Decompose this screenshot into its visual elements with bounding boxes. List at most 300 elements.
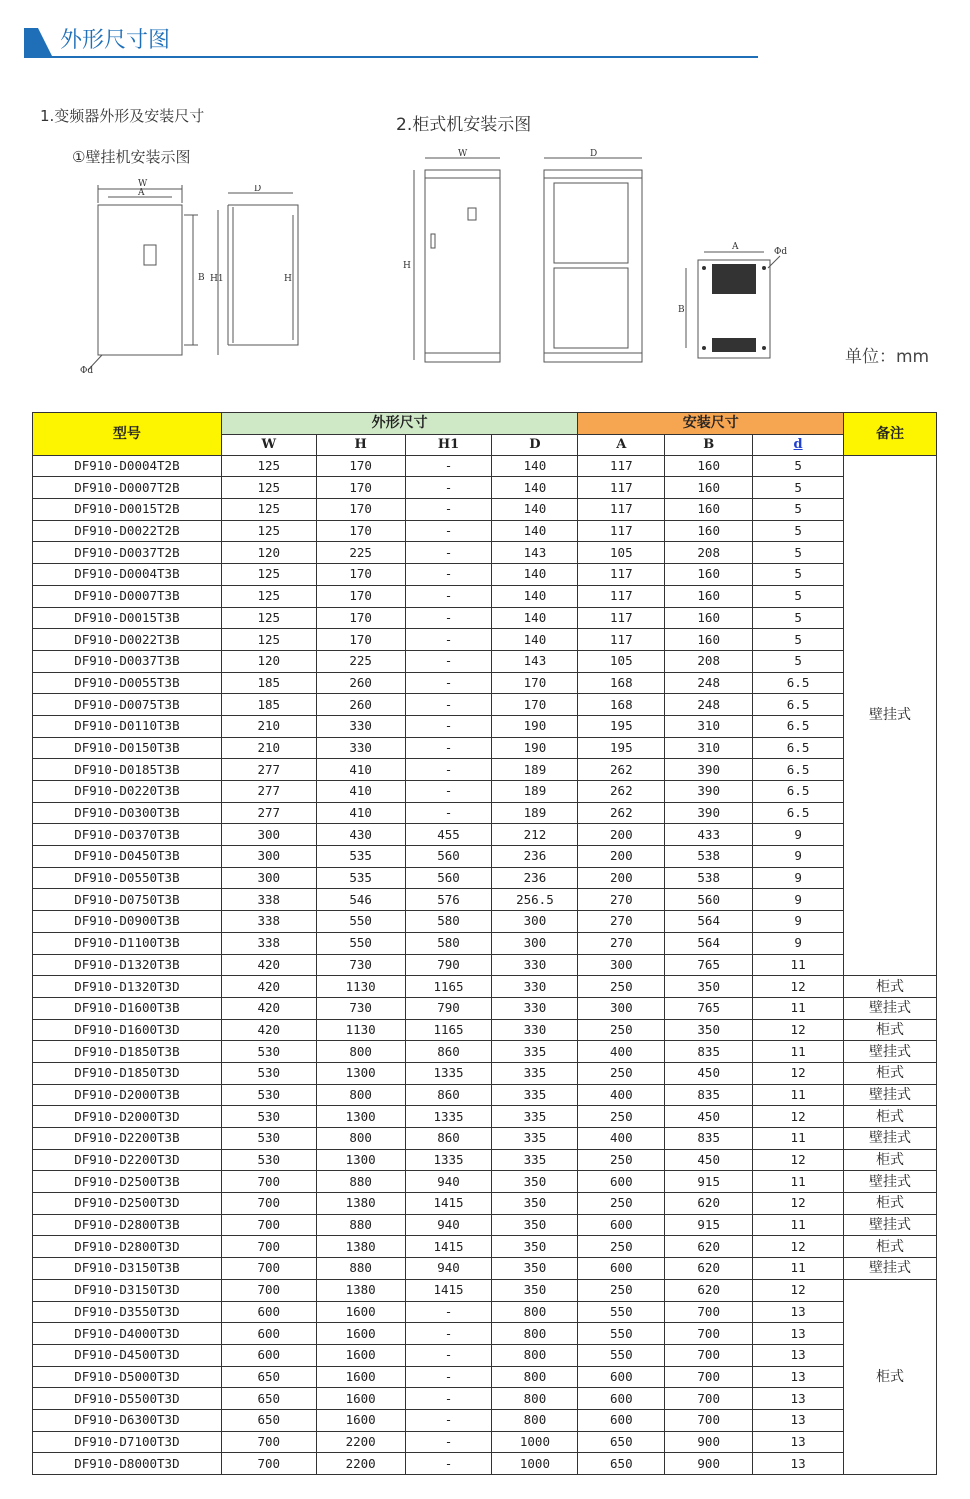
value-cell: 117 <box>578 477 665 499</box>
value-cell: 790 <box>405 997 492 1019</box>
value-cell: 800 <box>316 1128 405 1150</box>
value-cell: 12 <box>753 976 844 998</box>
value-cell: 1165 <box>405 976 492 998</box>
value-cell: 250 <box>578 1019 665 1041</box>
header-outer-dims: 外形尺寸 <box>221 413 578 435</box>
value-cell: 915 <box>665 1214 753 1236</box>
table-row <box>33 1453 937 1475</box>
header-col-H1: H1 <box>405 434 492 455</box>
label-base-phi-d: Φd <box>774 247 788 257</box>
header-col-d[interactable]: d <box>753 434 844 455</box>
value-cell: 450 <box>665 1149 753 1171</box>
value-cell: 600 <box>578 1366 665 1388</box>
value-cell: 117 <box>578 564 665 586</box>
header-col-D: D <box>492 434 578 455</box>
value-cell: - <box>405 455 492 477</box>
value-cell: 6.5 <box>753 781 844 803</box>
value-cell: 390 <box>665 781 753 803</box>
value-cell: 5 <box>753 455 844 477</box>
value-cell: 700 <box>221 1193 316 1215</box>
label-A: A <box>138 188 145 198</box>
value-cell: 550 <box>578 1301 665 1323</box>
dimension-table <box>32 412 937 1475</box>
value-cell: 13 <box>753 1323 844 1345</box>
table-row <box>33 1171 937 1193</box>
value-cell: 248 <box>665 694 753 716</box>
value-cell: 335 <box>492 1106 578 1128</box>
table-row <box>33 737 937 759</box>
table-row <box>33 1344 937 1366</box>
value-cell: 620 <box>665 1193 753 1215</box>
table-row <box>33 867 937 889</box>
value-cell: - <box>405 499 492 521</box>
value-cell: - <box>405 542 492 564</box>
value-cell: 250 <box>578 976 665 998</box>
value-cell: 200 <box>578 846 665 868</box>
value-cell: 350 <box>665 976 753 998</box>
value-cell: 330 <box>316 715 405 737</box>
remark-cell: 柜式 <box>844 1019 937 1041</box>
value-cell: 620 <box>665 1279 753 1301</box>
value-cell: 13 <box>753 1344 844 1366</box>
value-cell: 390 <box>665 802 753 824</box>
value-cell: 410 <box>316 759 405 781</box>
table-row <box>33 1236 937 1258</box>
value-cell: 9 <box>753 824 844 846</box>
model-cell: DF910-D0004T2B <box>33 455 222 477</box>
value-cell: 262 <box>578 781 665 803</box>
value-cell: 117 <box>578 455 665 477</box>
label-D: D <box>254 185 262 194</box>
value-cell: 170 <box>316 520 405 542</box>
value-cell: 1335 <box>405 1106 492 1128</box>
header-col-W: W <box>221 434 316 455</box>
cabinet-base-drawing <box>676 238 796 368</box>
value-cell: 12 <box>753 1279 844 1301</box>
value-cell: 300 <box>578 997 665 1019</box>
value-cell: 143 <box>492 542 578 564</box>
value-cell: 9 <box>753 846 844 868</box>
value-cell: 2200 <box>316 1431 405 1453</box>
value-cell: 330 <box>492 954 578 976</box>
value-cell: 140 <box>492 499 578 521</box>
value-cell: 350 <box>492 1193 578 1215</box>
model-cell: DF910-D2500T3B <box>33 1171 222 1193</box>
value-cell: 550 <box>316 911 405 933</box>
value-cell: 535 <box>316 846 405 868</box>
value-cell: 600 <box>578 1409 665 1431</box>
value-cell: 433 <box>665 824 753 846</box>
value-cell: 410 <box>316 802 405 824</box>
value-cell: 400 <box>578 1041 665 1063</box>
model-cell: DF910-D0015T3B <box>33 607 222 629</box>
value-cell: 117 <box>578 585 665 607</box>
value-cell: 700 <box>221 1258 316 1280</box>
value-cell: 338 <box>221 911 316 933</box>
value-cell: 300 <box>492 911 578 933</box>
value-cell: 650 <box>221 1409 316 1431</box>
model-cell: DF910-D0007T3B <box>33 585 222 607</box>
value-cell: 450 <box>665 1106 753 1128</box>
table-row <box>33 824 937 846</box>
label-B: B <box>198 273 205 283</box>
value-cell: 140 <box>492 564 578 586</box>
value-cell: 189 <box>492 759 578 781</box>
remark-cell: 壁挂式 <box>844 1084 937 1106</box>
model-cell: DF910-D2000T3B <box>33 1084 222 1106</box>
value-cell: 250 <box>578 1149 665 1171</box>
value-cell: 225 <box>316 650 405 672</box>
value-cell: 5 <box>753 650 844 672</box>
value-cell: 330 <box>492 976 578 998</box>
value-cell: 277 <box>221 802 316 824</box>
value-cell: 12 <box>753 1062 844 1084</box>
value-cell: 5 <box>753 520 844 542</box>
value-cell: 125 <box>221 564 316 586</box>
table-row <box>33 759 937 781</box>
value-cell: 120 <box>221 650 316 672</box>
value-cell: 125 <box>221 629 316 651</box>
value-cell: - <box>405 564 492 586</box>
value-cell: 350 <box>492 1214 578 1236</box>
value-cell: 140 <box>492 477 578 499</box>
value-cell: 1600 <box>316 1344 405 1366</box>
label-H: H <box>284 274 292 284</box>
value-cell: 105 <box>578 650 665 672</box>
value-cell: 350 <box>492 1258 578 1280</box>
value-cell: 5 <box>753 499 844 521</box>
table-row <box>33 455 937 477</box>
model-cell: DF910-D0022T3B <box>33 629 222 651</box>
value-cell: 6.5 <box>753 715 844 737</box>
value-cell: - <box>405 650 492 672</box>
value-cell: 262 <box>578 802 665 824</box>
value-cell: 13 <box>753 1409 844 1431</box>
value-cell: 170 <box>316 629 405 651</box>
remark-cell: 柜式 <box>844 1279 937 1474</box>
value-cell: 140 <box>492 629 578 651</box>
label-cab-D: D <box>590 149 598 159</box>
table-row <box>33 672 937 694</box>
model-cell: DF910-D0075T3B <box>33 694 222 716</box>
value-cell: 455 <box>405 824 492 846</box>
value-cell: 1380 <box>316 1279 405 1301</box>
table-row <box>33 1193 937 1215</box>
table-row <box>33 932 937 954</box>
model-cell: DF910-D3150T3B <box>33 1258 222 1280</box>
value-cell: 620 <box>665 1236 753 1258</box>
value-cell: 550 <box>578 1323 665 1345</box>
value-cell: 210 <box>221 715 316 737</box>
value-cell: - <box>405 607 492 629</box>
model-cell: DF910-D5500T3D <box>33 1388 222 1410</box>
value-cell: 338 <box>221 932 316 954</box>
value-cell: 700 <box>221 1214 316 1236</box>
value-cell: 300 <box>492 932 578 954</box>
value-cell: 900 <box>665 1431 753 1453</box>
value-cell: 12 <box>753 1019 844 1041</box>
unit-label: 单位：mm <box>845 347 930 367</box>
value-cell: 300 <box>221 867 316 889</box>
table-row <box>33 1409 937 1431</box>
value-cell: 700 <box>221 1236 316 1258</box>
model-cell: DF910-D2800T3B <box>33 1214 222 1236</box>
value-cell: 250 <box>578 1193 665 1215</box>
value-cell: 6.5 <box>753 802 844 824</box>
value-cell: 1415 <box>405 1193 492 1215</box>
value-cell: - <box>405 1323 492 1345</box>
title-marker-icon <box>24 28 52 56</box>
value-cell: 1600 <box>316 1301 405 1323</box>
value-cell: 560 <box>405 846 492 868</box>
model-cell: DF910-D0220T3B <box>33 781 222 803</box>
value-cell: 860 <box>405 1084 492 1106</box>
label-base-A: A <box>732 242 739 252</box>
value-cell: 208 <box>665 650 753 672</box>
value-cell: 270 <box>578 932 665 954</box>
value-cell: 160 <box>665 564 753 586</box>
value-cell: 277 <box>221 759 316 781</box>
value-cell: 600 <box>578 1388 665 1410</box>
table-row <box>33 1084 937 1106</box>
value-cell: 117 <box>578 607 665 629</box>
value-cell: 338 <box>221 889 316 911</box>
value-cell: 1415 <box>405 1236 492 1258</box>
value-cell: 170 <box>492 694 578 716</box>
value-cell: 5 <box>753 629 844 651</box>
value-cell: 160 <box>665 585 753 607</box>
header-model: 型号 <box>33 413 222 456</box>
value-cell: 700 <box>665 1344 753 1366</box>
value-cell: 880 <box>316 1171 405 1193</box>
value-cell: 13 <box>753 1301 844 1323</box>
value-cell: 940 <box>405 1258 492 1280</box>
table-row <box>33 1214 937 1236</box>
model-cell: DF910-D0004T3B <box>33 564 222 586</box>
value-cell: 11 <box>753 1214 844 1236</box>
value-cell: 160 <box>665 629 753 651</box>
value-cell: 5 <box>753 477 844 499</box>
model-cell: DF910-D3150T3D <box>33 1279 222 1301</box>
value-cell: 117 <box>578 499 665 521</box>
value-cell: 790 <box>405 954 492 976</box>
table-row <box>33 911 937 933</box>
value-cell: 350 <box>492 1171 578 1193</box>
model-cell: DF910-D1320T3B <box>33 954 222 976</box>
value-cell: 6.5 <box>753 759 844 781</box>
remark-cell: 壁挂式 <box>844 1171 937 1193</box>
value-cell: 390 <box>665 759 753 781</box>
value-cell: 800 <box>316 1084 405 1106</box>
value-cell: 576 <box>405 889 492 911</box>
model-cell: DF910-D2800T3D <box>33 1236 222 1258</box>
table-row <box>33 1149 937 1171</box>
value-cell: 270 <box>578 889 665 911</box>
label-cab-H: H <box>403 261 411 271</box>
model-cell: DF910-D0037T3B <box>33 650 222 672</box>
table-row <box>33 607 937 629</box>
value-cell: 420 <box>221 997 316 1019</box>
table-row <box>33 564 937 586</box>
model-cell: DF910-D1850T3B <box>33 1041 222 1063</box>
table-row <box>33 694 937 716</box>
value-cell: - <box>405 1409 492 1431</box>
value-cell: 860 <box>405 1128 492 1150</box>
value-cell: 160 <box>665 520 753 542</box>
wall-mount-side-drawing <box>208 185 308 365</box>
table-row <box>33 1258 937 1280</box>
value-cell: 700 <box>221 1431 316 1453</box>
remark-cell: 壁挂式 <box>844 1258 937 1280</box>
value-cell: - <box>405 1431 492 1453</box>
value-cell: 700 <box>221 1171 316 1193</box>
value-cell: 270 <box>578 911 665 933</box>
value-cell: 236 <box>492 867 578 889</box>
value-cell: 260 <box>316 694 405 716</box>
value-cell: 11 <box>753 1171 844 1193</box>
caption-section-1: 1.变频器外形及安装尺寸 <box>40 107 205 125</box>
value-cell: 170 <box>316 499 405 521</box>
table-row <box>33 499 937 521</box>
value-cell: 800 <box>492 1409 578 1431</box>
value-cell: 170 <box>316 455 405 477</box>
remark-cell: 柜式 <box>844 976 937 998</box>
value-cell: 530 <box>221 1062 316 1084</box>
value-cell: 940 <box>405 1214 492 1236</box>
value-cell: 170 <box>316 477 405 499</box>
value-cell: 9 <box>753 932 844 954</box>
header-remark: 备注 <box>844 413 937 456</box>
value-cell: 117 <box>578 520 665 542</box>
value-cell: 12 <box>753 1193 844 1215</box>
value-cell: 600 <box>578 1171 665 1193</box>
value-cell: 1600 <box>316 1366 405 1388</box>
wall-mount-front-drawing <box>78 175 210 375</box>
value-cell: 160 <box>665 607 753 629</box>
value-cell: 310 <box>665 737 753 759</box>
table-row <box>33 802 937 824</box>
value-cell: 5 <box>753 564 844 586</box>
value-cell: - <box>405 802 492 824</box>
header-col-A: A <box>578 434 665 455</box>
value-cell: 6.5 <box>753 694 844 716</box>
value-cell: 195 <box>578 715 665 737</box>
value-cell: 330 <box>316 737 405 759</box>
value-cell: 140 <box>492 585 578 607</box>
value-cell: 1300 <box>316 1106 405 1128</box>
value-cell: 335 <box>492 1041 578 1063</box>
value-cell: 300 <box>221 846 316 868</box>
value-cell: 1380 <box>316 1236 405 1258</box>
table-row <box>33 715 937 737</box>
value-cell: 6.5 <box>753 737 844 759</box>
value-cell: 900 <box>665 1453 753 1475</box>
value-cell: 2200 <box>316 1453 405 1475</box>
value-cell: 140 <box>492 607 578 629</box>
table-row <box>33 997 937 1019</box>
value-cell: 350 <box>665 1019 753 1041</box>
value-cell: 140 <box>492 520 578 542</box>
value-cell: 1000 <box>492 1453 578 1475</box>
value-cell: 125 <box>221 520 316 542</box>
value-cell: 248 <box>665 672 753 694</box>
value-cell: 1165 <box>405 1019 492 1041</box>
value-cell: - <box>405 737 492 759</box>
value-cell: 125 <box>221 477 316 499</box>
table-row <box>33 1106 937 1128</box>
cabinet-front-drawing <box>400 148 510 368</box>
value-cell: 300 <box>221 824 316 846</box>
value-cell: 800 <box>492 1388 578 1410</box>
model-cell: DF910-D2000T3D <box>33 1106 222 1128</box>
value-cell: 620 <box>665 1258 753 1280</box>
model-cell: DF910-D0450T3B <box>33 846 222 868</box>
remark-cell: 柜式 <box>844 1149 937 1171</box>
value-cell: 160 <box>665 477 753 499</box>
value-cell: 125 <box>221 455 316 477</box>
table-row <box>33 542 937 564</box>
value-cell: 450 <box>665 1062 753 1084</box>
value-cell: 530 <box>221 1149 316 1171</box>
section-title-bar <box>24 26 758 58</box>
value-cell: 170 <box>492 672 578 694</box>
value-cell: 13 <box>753 1431 844 1453</box>
value-cell: 300 <box>578 954 665 976</box>
value-cell: 1130 <box>316 1019 405 1041</box>
value-cell: 250 <box>578 1062 665 1084</box>
model-cell: DF910-D3550T3D <box>33 1301 222 1323</box>
remark-cell: 壁挂式 <box>844 455 937 976</box>
model-cell: DF910-D1850T3D <box>33 1062 222 1084</box>
model-cell: DF910-D6300T3D <box>33 1409 222 1431</box>
value-cell: 564 <box>665 932 753 954</box>
value-cell: 765 <box>665 997 753 1019</box>
title-underline <box>24 56 758 58</box>
value-cell: 700 <box>665 1409 753 1431</box>
value-cell: 335 <box>492 1084 578 1106</box>
value-cell: 225 <box>316 542 405 564</box>
table-row <box>33 1388 937 1410</box>
value-cell: 185 <box>221 694 316 716</box>
table-row <box>33 1301 937 1323</box>
value-cell: 564 <box>665 911 753 933</box>
caption-wall-mount: ①壁挂机安装示图 <box>72 148 191 166</box>
value-cell: - <box>405 477 492 499</box>
value-cell: 5 <box>753 542 844 564</box>
value-cell: 650 <box>578 1453 665 1475</box>
value-cell: 600 <box>221 1323 316 1345</box>
remark-cell: 柜式 <box>844 1106 937 1128</box>
value-cell: 335 <box>492 1149 578 1171</box>
table-row <box>33 1323 937 1345</box>
value-cell: 400 <box>578 1128 665 1150</box>
model-cell: DF910-D1600T3D <box>33 1019 222 1041</box>
value-cell: 430 <box>316 824 405 846</box>
model-cell: DF910-D0150T3B <box>33 737 222 759</box>
header-col-H: H <box>316 434 405 455</box>
remark-cell: 壁挂式 <box>844 1041 937 1063</box>
caption-section-2: 2.柜式机安装示图 <box>396 115 532 135</box>
value-cell: 170 <box>316 585 405 607</box>
table-row <box>33 1431 937 1453</box>
model-cell: DF910-D1320T3D <box>33 976 222 998</box>
value-cell: 880 <box>316 1258 405 1280</box>
table-row <box>33 1128 937 1150</box>
value-cell: - <box>405 715 492 737</box>
value-cell: - <box>405 672 492 694</box>
value-cell: 800 <box>492 1301 578 1323</box>
value-cell: 12 <box>753 1106 844 1128</box>
